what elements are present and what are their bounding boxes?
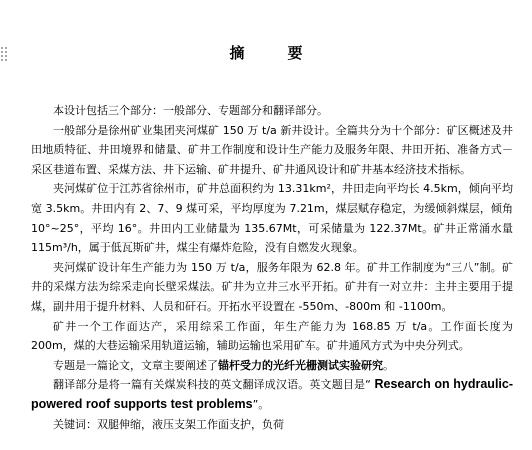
paragraph-special-topic [31,356,513,376]
paragraph-general-part: 一般部分是徐州矿业集团夹河煤矿 150 万 t/a 新井设计。全篇共分为十个部分：矿区概述及井田地质特征、井田境界和储量、矿井工作制度和设计生产能力及服务年限、井田开拓、准备方式－采区巷道布置、采煤方法、井下运输、矿井提升、矿井通风设计和矿井基本经济技术指标。 [31,123,513,176]
special-topic-suffix: 。 [383,358,394,372]
paragraph-mine-geology: 夹河煤矿位于江苏省徐州市，矿井总面积约为 13.31km²，井田走向平均长 4.5km，倾向平均宽 3.5km。井田内有 2、7、9 煤可采，平均厚度为 7.21m，煤层赋存稳定，为缓倾斜煤层，倾角 10°~25°，平均 16°。井田内工业储量为 135.67Mt，可采储量为 122.37Mt。矿井正常涌水量 115m³/h，属于低瓦斯矿井，煤尘有爆炸危险，没有自燃发火现象。 [31,182,513,255]
translation-suffix: ”。 [252,397,270,411]
keywords-line: 关键词：双腿伸缩，液压支架工作面支护，负荷 [53,417,284,431]
page-title: 摘 要 [229,44,317,62]
special-topic-prefix: 专题是一篇论文，文章主要阐述了 [53,358,218,372]
paragraph-translation [31,375,513,414]
special-topic-title: 锚杆受力的光纤光栅测试实验研究 [218,358,383,372]
paragraph-mine-design: 夹河煤矿设计年生产能力为 150 万 t/a，服务年限为 62.8 年。矿井工作制度为“三八”制。矿井的采煤方法为综采走向长壁采煤法。矿井为立井三水平开拓。矿井有一对立井：主井主要用于提煤，副井用于提升材料、人员和矸石。开拓水平设置在 -550m、-800m 和 -1100m。 [31,260,513,313]
paragraph-working-face: 矿井一个工作面达产，采用综采工作面，年生产能力为 168.85 万 t/a。工作面长度为 200m，煤的大巷运输采用轨道运输，辅助运输也采用矿车。矿井通风方式为中央分列式。 [31,319,513,353]
abstract-body [31,101,513,434]
translation-prefix: 翻译部分是将一篇有关煤炭科技的英文翻译成汉语。英文题目是“ [53,378,371,392]
paragraph-overview: 本设计包括三个部分：一般部分、专题部分和翻译部分。 [53,104,328,117]
translation-english-title: Research on hydraulic-powered roof supports test problems [31,377,513,411]
